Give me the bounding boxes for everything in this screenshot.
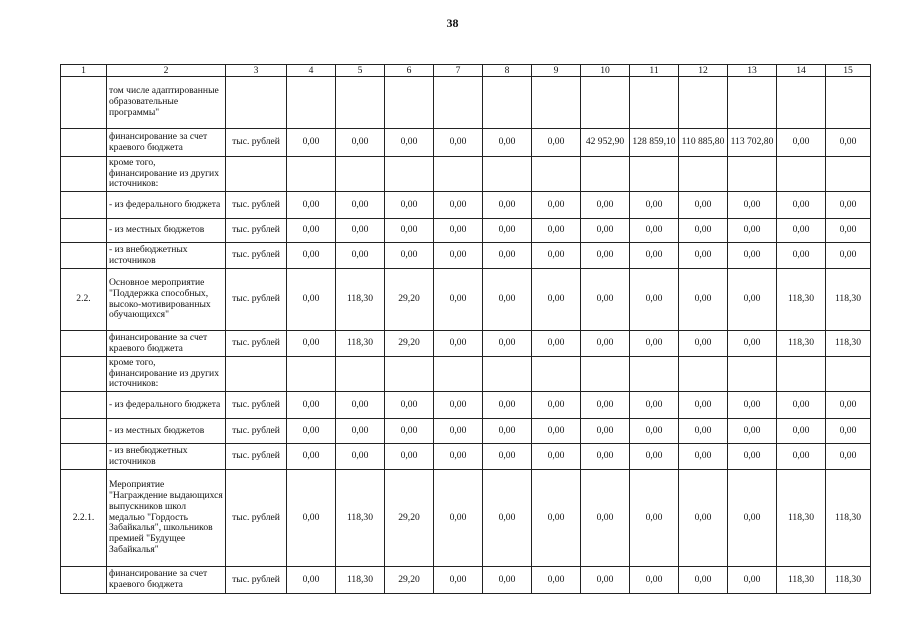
value-cell: 0,00 bbox=[287, 219, 336, 243]
value-cell: 0,00 bbox=[826, 243, 871, 269]
column-number: 6 bbox=[385, 65, 434, 77]
value-cell bbox=[434, 77, 483, 129]
value-cell: 0,00 bbox=[287, 243, 336, 269]
value-cell: 0,00 bbox=[385, 192, 434, 219]
value-cell: 42 952,90 bbox=[581, 129, 630, 157]
value-cell: 0,00 bbox=[581, 192, 630, 219]
value-cell: 0,00 bbox=[532, 419, 581, 444]
value-cell: 0,00 bbox=[532, 444, 581, 470]
value-cell: 0,00 bbox=[434, 219, 483, 243]
row-name: - из внебюджетных источников bbox=[107, 444, 226, 470]
value-cell: 0,00 bbox=[434, 243, 483, 269]
value-cell: 0,00 bbox=[826, 129, 871, 157]
value-cell: 0,00 bbox=[336, 192, 385, 219]
value-cell bbox=[630, 357, 679, 392]
value-cell: 118,30 bbox=[336, 331, 385, 357]
value-cell bbox=[728, 157, 777, 192]
value-cell: 0,00 bbox=[483, 219, 532, 243]
value-cell: 0,00 bbox=[679, 269, 728, 331]
value-cell: 0,00 bbox=[777, 192, 826, 219]
row-name: финансирование за счет краевого бюджета bbox=[107, 567, 226, 594]
row-name: Мероприятие "Награждение выдающихся выпускников школ медалью "Гордость Забайкалья", школьников премией "Будущее Забайкалья" bbox=[107, 470, 226, 567]
column-number: 3 bbox=[226, 65, 287, 77]
table-row bbox=[61, 243, 871, 269]
value-cell: 0,00 bbox=[826, 419, 871, 444]
value-cell: 0,00 bbox=[434, 567, 483, 594]
row-number bbox=[61, 567, 107, 594]
table-row bbox=[61, 357, 871, 392]
value-cell: 118,30 bbox=[777, 331, 826, 357]
value-cell: 0,00 bbox=[336, 243, 385, 269]
value-cell: 0,00 bbox=[287, 567, 336, 594]
value-cell: 118,30 bbox=[336, 269, 385, 331]
column-number: 9 bbox=[532, 65, 581, 77]
value-cell: 118,30 bbox=[777, 567, 826, 594]
value-cell: 0,00 bbox=[434, 129, 483, 157]
value-cell: 0,00 bbox=[581, 331, 630, 357]
value-cell: 0,00 bbox=[777, 243, 826, 269]
value-cell: 118,30 bbox=[826, 567, 871, 594]
value-cell bbox=[483, 157, 532, 192]
value-cell: 0,00 bbox=[630, 470, 679, 567]
value-cell bbox=[336, 77, 385, 129]
column-number: 12 bbox=[679, 65, 728, 77]
row-unit: тыс. рублей bbox=[226, 567, 287, 594]
value-cell bbox=[532, 357, 581, 392]
row-number bbox=[61, 444, 107, 470]
row-unit: тыс. рублей bbox=[226, 470, 287, 567]
value-cell: 0,00 bbox=[728, 192, 777, 219]
value-cell bbox=[336, 357, 385, 392]
value-cell: 0,00 bbox=[483, 444, 532, 470]
value-cell: 0,00 bbox=[287, 419, 336, 444]
value-cell: 0,00 bbox=[483, 129, 532, 157]
value-cell: 118,30 bbox=[336, 567, 385, 594]
value-cell: 0,00 bbox=[336, 419, 385, 444]
value-cell: 110 885,80 bbox=[679, 129, 728, 157]
value-cell: 0,00 bbox=[581, 243, 630, 269]
row-unit: тыс. рублей bbox=[226, 444, 287, 470]
row-unit bbox=[226, 157, 287, 192]
row-name: том числе адаптированные образовательные программы" bbox=[107, 77, 226, 129]
value-cell: 0,00 bbox=[287, 192, 336, 219]
value-cell: 0,00 bbox=[336, 392, 385, 419]
value-cell: 0,00 bbox=[630, 269, 679, 331]
column-number: 11 bbox=[630, 65, 679, 77]
value-cell bbox=[287, 157, 336, 192]
value-cell: 0,00 bbox=[679, 419, 728, 444]
value-cell bbox=[434, 357, 483, 392]
value-cell: 0,00 bbox=[581, 444, 630, 470]
value-cell: 0,00 bbox=[532, 392, 581, 419]
value-cell: 0,00 bbox=[679, 470, 728, 567]
value-cell: 0,00 bbox=[532, 470, 581, 567]
value-cell: 0,00 bbox=[434, 192, 483, 219]
table-row bbox=[61, 77, 871, 129]
row-number: 2.2. bbox=[61, 269, 107, 331]
value-cell: 118,30 bbox=[777, 269, 826, 331]
value-cell: 0,00 bbox=[581, 470, 630, 567]
value-cell: 0,00 bbox=[728, 567, 777, 594]
row-number bbox=[61, 192, 107, 219]
value-cell: 0,00 bbox=[581, 219, 630, 243]
value-cell: 0,00 bbox=[777, 392, 826, 419]
page-number: 38 bbox=[446, 16, 459, 30]
value-cell: 0,00 bbox=[336, 444, 385, 470]
value-cell: 0,00 bbox=[630, 444, 679, 470]
value-cell: 0,00 bbox=[483, 470, 532, 567]
row-name: - из федерального бюджета bbox=[107, 192, 226, 219]
value-cell: 0,00 bbox=[581, 567, 630, 594]
value-cell: 0,00 bbox=[679, 392, 728, 419]
value-cell: 0,00 bbox=[826, 444, 871, 470]
row-number bbox=[61, 157, 107, 192]
value-cell: 118,30 bbox=[777, 470, 826, 567]
value-cell bbox=[679, 157, 728, 192]
value-cell: 0,00 bbox=[679, 219, 728, 243]
table-row bbox=[61, 157, 871, 192]
value-cell bbox=[777, 157, 826, 192]
table-row bbox=[61, 129, 871, 157]
table-row bbox=[61, 419, 871, 444]
value-cell: 0,00 bbox=[826, 219, 871, 243]
column-number: 2 bbox=[107, 65, 226, 77]
row-name: - из внебюджетных источников bbox=[107, 243, 226, 269]
value-cell: 0,00 bbox=[336, 129, 385, 157]
value-cell: 0,00 bbox=[287, 444, 336, 470]
value-cell bbox=[777, 77, 826, 129]
value-cell: 0,00 bbox=[630, 219, 679, 243]
value-cell bbox=[434, 157, 483, 192]
value-cell: 0,00 bbox=[483, 269, 532, 331]
column-number: 7 bbox=[434, 65, 483, 77]
value-cell: 0,00 bbox=[728, 269, 777, 331]
value-cell: 113 702,80 bbox=[728, 129, 777, 157]
value-cell bbox=[630, 77, 679, 129]
table-row bbox=[61, 444, 871, 470]
row-number bbox=[61, 243, 107, 269]
value-cell: 0,00 bbox=[679, 444, 728, 470]
value-cell: 0,00 bbox=[630, 192, 679, 219]
row-unit: тыс. рублей bbox=[226, 419, 287, 444]
column-number: 10 bbox=[581, 65, 630, 77]
value-cell: 0,00 bbox=[434, 331, 483, 357]
value-cell bbox=[581, 357, 630, 392]
column-number-row bbox=[61, 65, 871, 77]
value-cell: 0,00 bbox=[826, 392, 871, 419]
row-number bbox=[61, 129, 107, 157]
row-number bbox=[61, 331, 107, 357]
value-cell bbox=[728, 357, 777, 392]
row-number bbox=[61, 219, 107, 243]
value-cell: 0,00 bbox=[777, 419, 826, 444]
row-unit bbox=[226, 77, 287, 129]
table-row bbox=[61, 392, 871, 419]
value-cell: 0,00 bbox=[532, 567, 581, 594]
row-name: - из местных бюджетов bbox=[107, 219, 226, 243]
value-cell: 0,00 bbox=[287, 392, 336, 419]
value-cell: 118,30 bbox=[826, 269, 871, 331]
value-cell bbox=[385, 77, 434, 129]
value-cell: 0,00 bbox=[385, 219, 434, 243]
value-cell: 0,00 bbox=[728, 419, 777, 444]
value-cell: 0,00 bbox=[483, 243, 532, 269]
value-cell bbox=[532, 157, 581, 192]
value-cell: 128 859,10 bbox=[630, 129, 679, 157]
table-row bbox=[61, 470, 871, 567]
value-cell: 0,00 bbox=[581, 392, 630, 419]
row-name: финансирование за счет краевого бюджета bbox=[107, 129, 226, 157]
value-cell: 0,00 bbox=[287, 129, 336, 157]
value-cell: 0,00 bbox=[434, 419, 483, 444]
value-cell bbox=[336, 157, 385, 192]
value-cell: 0,00 bbox=[630, 392, 679, 419]
value-cell: 118,30 bbox=[826, 470, 871, 567]
value-cell: 0,00 bbox=[483, 331, 532, 357]
row-unit: тыс. рублей bbox=[226, 129, 287, 157]
column-number: 14 bbox=[777, 65, 826, 77]
value-cell: 0,00 bbox=[434, 392, 483, 419]
value-cell: 0,00 bbox=[532, 331, 581, 357]
value-cell: 0,00 bbox=[728, 331, 777, 357]
value-cell: 0,00 bbox=[777, 219, 826, 243]
row-number bbox=[61, 357, 107, 392]
value-cell: 0,00 bbox=[630, 567, 679, 594]
value-cell: 0,00 bbox=[287, 470, 336, 567]
row-unit: тыс. рублей bbox=[226, 331, 287, 357]
value-cell bbox=[679, 77, 728, 129]
value-cell: 0,00 bbox=[728, 470, 777, 567]
value-cell bbox=[483, 77, 532, 129]
row-unit: тыс. рублей bbox=[226, 392, 287, 419]
table-row bbox=[61, 269, 871, 331]
row-unit: тыс. рублей bbox=[226, 243, 287, 269]
column-number: 13 bbox=[728, 65, 777, 77]
row-unit: тыс. рублей bbox=[226, 192, 287, 219]
value-cell: 0,00 bbox=[630, 419, 679, 444]
value-cell bbox=[826, 357, 871, 392]
value-cell: 0,00 bbox=[532, 269, 581, 331]
value-cell: 0,00 bbox=[532, 219, 581, 243]
row-name: - из местных бюджетов bbox=[107, 419, 226, 444]
value-cell: 0,00 bbox=[581, 269, 630, 331]
budget-table bbox=[60, 64, 871, 594]
table-row bbox=[61, 331, 871, 357]
row-unit bbox=[226, 357, 287, 392]
value-cell: 0,00 bbox=[581, 419, 630, 444]
value-cell: 0,00 bbox=[532, 192, 581, 219]
value-cell bbox=[728, 77, 777, 129]
value-cell: 0,00 bbox=[483, 192, 532, 219]
row-number bbox=[61, 392, 107, 419]
value-cell: 29,20 bbox=[385, 331, 434, 357]
value-cell: 0,00 bbox=[679, 567, 728, 594]
table-row bbox=[61, 219, 871, 243]
value-cell: 0,00 bbox=[483, 567, 532, 594]
value-cell: 29,20 bbox=[385, 269, 434, 331]
value-cell bbox=[581, 77, 630, 129]
table-row bbox=[61, 192, 871, 219]
column-number: 4 bbox=[287, 65, 336, 77]
row-name: кроме того, финансирование из других источников: bbox=[107, 157, 226, 192]
value-cell: 0,00 bbox=[826, 192, 871, 219]
value-cell bbox=[630, 157, 679, 192]
value-cell bbox=[679, 357, 728, 392]
row-name: кроме того, финансирование из других источников: bbox=[107, 357, 226, 392]
value-cell: 0,00 bbox=[679, 243, 728, 269]
value-cell: 0,00 bbox=[728, 392, 777, 419]
value-cell: 0,00 bbox=[385, 419, 434, 444]
row-number bbox=[61, 77, 107, 129]
value-cell: 0,00 bbox=[287, 331, 336, 357]
column-number: 5 bbox=[336, 65, 385, 77]
row-unit: тыс. рублей bbox=[226, 269, 287, 331]
value-cell bbox=[385, 157, 434, 192]
value-cell: 0,00 bbox=[728, 243, 777, 269]
value-cell: 118,30 bbox=[826, 331, 871, 357]
column-number: 15 bbox=[826, 65, 871, 77]
row-name: финансирование за счет краевого бюджета bbox=[107, 331, 226, 357]
value-cell: 0,00 bbox=[385, 444, 434, 470]
value-cell: 0,00 bbox=[385, 129, 434, 157]
row-name: - из федерального бюджета bbox=[107, 392, 226, 419]
value-cell: 0,00 bbox=[728, 219, 777, 243]
value-cell bbox=[385, 357, 434, 392]
column-number: 8 bbox=[483, 65, 532, 77]
value-cell: 0,00 bbox=[679, 192, 728, 219]
value-cell: 0,00 bbox=[385, 243, 434, 269]
table-row bbox=[61, 567, 871, 594]
column-number: 1 bbox=[61, 65, 107, 77]
value-cell bbox=[287, 77, 336, 129]
value-cell bbox=[532, 77, 581, 129]
value-cell bbox=[581, 157, 630, 192]
value-cell: 0,00 bbox=[385, 392, 434, 419]
value-cell: 0,00 bbox=[777, 444, 826, 470]
row-number: 2.2.1. bbox=[61, 470, 107, 567]
value-cell: 0,00 bbox=[532, 129, 581, 157]
value-cell: 118,30 bbox=[336, 470, 385, 567]
value-cell: 0,00 bbox=[434, 269, 483, 331]
value-cell: 0,00 bbox=[630, 331, 679, 357]
value-cell: 0,00 bbox=[287, 269, 336, 331]
value-cell bbox=[777, 357, 826, 392]
value-cell: 0,00 bbox=[777, 129, 826, 157]
value-cell bbox=[826, 157, 871, 192]
value-cell: 0,00 bbox=[728, 444, 777, 470]
value-cell bbox=[483, 357, 532, 392]
value-cell: 0,00 bbox=[483, 392, 532, 419]
value-cell: 0,00 bbox=[679, 331, 728, 357]
value-cell bbox=[287, 357, 336, 392]
value-cell: 0,00 bbox=[532, 243, 581, 269]
row-name: Основное мероприятие "Поддержка способных, высоко-мотивированных обучающихся" bbox=[107, 269, 226, 331]
value-cell: 0,00 bbox=[434, 444, 483, 470]
value-cell: 0,00 bbox=[483, 419, 532, 444]
value-cell: 0,00 bbox=[336, 219, 385, 243]
row-unit: тыс. рублей bbox=[226, 219, 287, 243]
value-cell: 29,20 bbox=[385, 470, 434, 567]
value-cell: 0,00 bbox=[630, 243, 679, 269]
row-number bbox=[61, 419, 107, 444]
value-cell: 0,00 bbox=[434, 470, 483, 567]
value-cell: 29,20 bbox=[385, 567, 434, 594]
value-cell bbox=[826, 77, 871, 129]
